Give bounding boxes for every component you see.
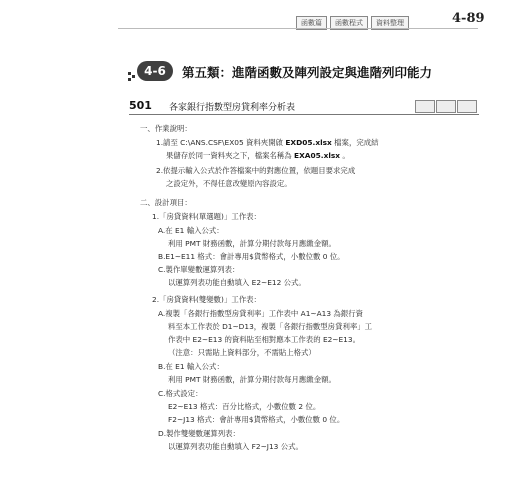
instruction-text: 檔案，完成結 — [334, 138, 379, 147]
instruction-line — [156, 138, 379, 148]
bullet-dots-icon — [128, 72, 136, 82]
section-heading: 一、作業說明： — [140, 124, 192, 133]
section-heading: 二、設計項目： — [140, 198, 192, 207]
step-detail: 以運算列表功能自動填入 E2~E12 公式。 — [168, 278, 306, 287]
file-name: EXD05.xlsx — [285, 138, 332, 147]
step-detail: 料至本工作表於 D1~D13，複製「各銀行指數型房貸利率」工 — [168, 322, 373, 331]
step-line: B.E1~E11 格式：會計專用$貨幣格式，小數位數 0 位。 — [158, 252, 345, 261]
instruction-text: 果儲存於同一資料夾之下，檔案名稱為 — [166, 151, 292, 160]
chapter-tab: 函數程式 — [330, 16, 368, 30]
exercise-tag-box — [436, 100, 456, 113]
chapter-tab: 函數篇 — [296, 16, 327, 30]
step-line: A.複製「各銀行指數型房貸利率」工作表中 A1~A13 為銀行資 — [158, 309, 363, 318]
exercise-header — [129, 99, 479, 115]
chapter-tab: 資料整理 — [371, 16, 409, 30]
step-detail: 以運算列表功能自動填入 F2~J13 公式。 — [168, 442, 303, 451]
exercise-tag-boxes — [414, 100, 477, 113]
instruction-text: 1.請至 C:\ANS.CSF\EX05 資料夾開啟 — [156, 138, 283, 147]
instruction-line: 2.依提示輸入公式於作答檔案中的對應位置，依題目要求完成 — [156, 166, 356, 175]
header-rule — [118, 28, 478, 29]
exercise-number: 501 — [129, 99, 152, 112]
page-number: 4-89 — [452, 11, 485, 26]
step-detail: F2~J13 格式：會計專用$貨幣格式，小數位數 0 位。 — [168, 415, 345, 424]
instruction-line — [166, 151, 350, 161]
instruction-text: 。 — [342, 151, 350, 160]
section-title: 第五類：進階函數及陣列設定與進階列印能力 — [182, 65, 433, 80]
step-detail: 作表中 E2~E13 的資料貼至相對應本工作表的 E2~E13。 — [168, 335, 360, 344]
item-heading: 2.「房貸資料(雙變數)」工作表： — [152, 295, 261, 304]
exercise-tag-box — [415, 100, 435, 113]
exercise-tag-box — [457, 100, 477, 113]
step-detail: 利用 PMT 財務函數，計算分期付款每月應繳金額。 — [168, 375, 336, 384]
step-note: （注意：只需貼上資料部分，不需貼上格式） — [168, 348, 316, 357]
instruction-line: 之設定外，不得任意改變原內容設定。 — [166, 179, 292, 188]
exercise-title: 各家銀行指數型房貸利率分析表 — [169, 103, 296, 113]
step-line: D.製作雙變數運算列表： — [158, 429, 240, 438]
item-heading: 1.「房貸資料(單選題)」工作表： — [152, 212, 261, 221]
step-detail: E2~E13 格式：百分比格式，小數位數 2 位。 — [168, 402, 321, 411]
section-badge: 4-6 — [137, 61, 173, 81]
step-line: A.在 E1 輸入公式： — [158, 226, 224, 235]
step-detail: 利用 PMT 財務函數，計算分期付款每月應繳金額。 — [168, 239, 336, 248]
file-name: EXA05.xlsx — [294, 151, 341, 160]
step-line: B.在 E1 輸入公式： — [158, 362, 224, 371]
step-line: C.格式設定： — [158, 389, 203, 398]
step-line: C.製作單變數運算列表： — [158, 265, 240, 274]
